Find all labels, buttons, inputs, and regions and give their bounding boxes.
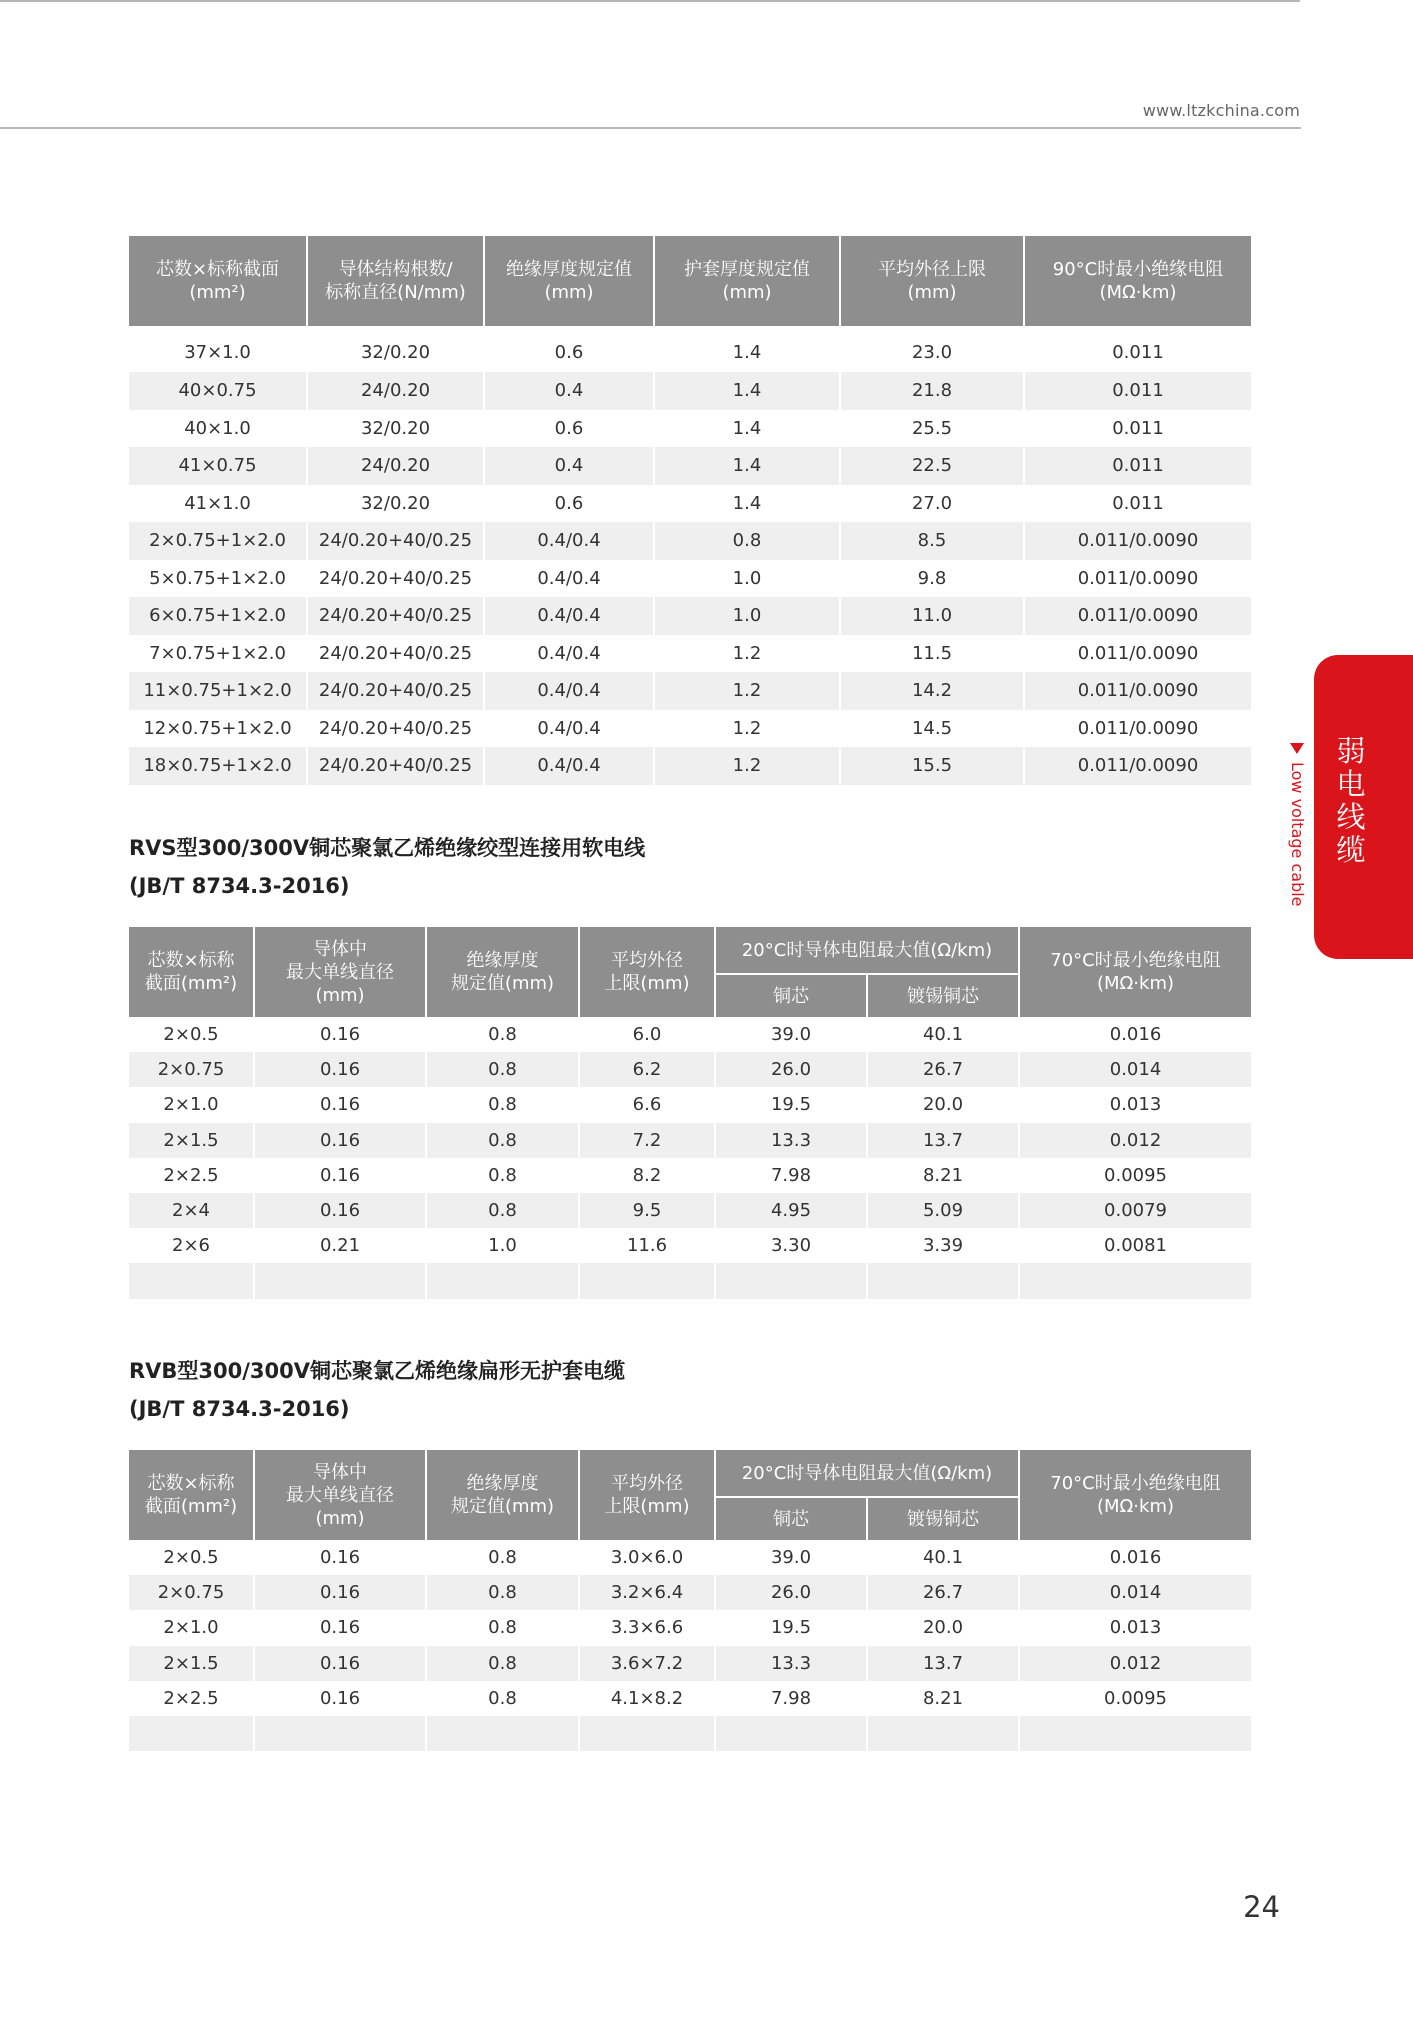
table-cell: 0.4/0.4 xyxy=(484,635,654,673)
page-number: 24 xyxy=(1243,1890,1280,1924)
table-cell: 2×1.0 xyxy=(129,1087,254,1122)
table-cell: 0.21 xyxy=(254,1228,426,1263)
table-cell: 0.011/0.0090 xyxy=(1024,747,1251,785)
table-cell: 23.0 xyxy=(840,326,1024,372)
table-cell: 0.16 xyxy=(254,1052,426,1087)
table-cell: 0.8 xyxy=(426,1540,579,1575)
table-cell: 24/0.20 xyxy=(307,372,484,410)
table-cell: 24/0.20+40/0.25 xyxy=(307,522,484,560)
table-cell: 0.4/0.4 xyxy=(484,747,654,785)
table-cell: 2×4 xyxy=(129,1193,254,1228)
table-cell: 26.7 xyxy=(867,1052,1019,1087)
section-title-rvb: RVB型300/300V铜芯聚氯乙烯绝缘扁形无护套电缆 (JB/T 8734.3-2016) xyxy=(129,1359,626,1421)
table-header-row xyxy=(129,927,1251,974)
table-cell: 6.2 xyxy=(579,1052,715,1087)
header-cell: 导体中 最大单线直径 (mm) xyxy=(254,927,426,1017)
header-subcell: 铜芯 xyxy=(715,1497,867,1540)
table-row xyxy=(129,1263,1251,1298)
table-cell xyxy=(254,1263,426,1298)
table-cell: 0.0095 xyxy=(1019,1158,1251,1193)
table-cell: 24/0.20 xyxy=(307,447,484,485)
table-cell: 3.0×6.0 xyxy=(579,1540,715,1575)
table-cell: 2×0.5 xyxy=(129,1017,254,1052)
table-cell: 2×0.5 xyxy=(129,1540,254,1575)
table-cell: 0.8 xyxy=(426,1158,579,1193)
table-cell: 3.2×6.4 xyxy=(579,1575,715,1610)
table-cell: 7.2 xyxy=(579,1123,715,1158)
table-rvb-body xyxy=(129,1540,1251,1751)
table-cell: 27.0 xyxy=(840,485,1024,523)
header-cell: 导体中 最大单线直径 (mm) xyxy=(254,1450,426,1540)
table-row xyxy=(129,410,1251,448)
table-cell: 0.011 xyxy=(1024,372,1251,410)
table-cell: 7.98 xyxy=(715,1681,867,1716)
header-cell: 平均外径 上限(mm) xyxy=(579,1450,715,1540)
table-row xyxy=(129,1716,1251,1751)
table-rvs-body xyxy=(129,1017,1251,1299)
table-cell: 1.4 xyxy=(654,326,840,372)
table-cell: 41×0.75 xyxy=(129,447,307,485)
table-cell: 0.4 xyxy=(484,372,654,410)
table-cell xyxy=(426,1716,579,1751)
site-url[interactable]: www.ltzkchina.com xyxy=(1142,101,1300,120)
table-row xyxy=(129,485,1251,523)
table-cell: 0.8 xyxy=(426,1193,579,1228)
table-row xyxy=(129,372,1251,410)
table-cell: 0.16 xyxy=(254,1193,426,1228)
table-cell: 0.016 xyxy=(1019,1017,1251,1052)
header-cell: 芯数×标称 截面(mm²) xyxy=(129,927,254,1017)
table-cell: 3.3×6.6 xyxy=(579,1610,715,1645)
table-cell: 0.16 xyxy=(254,1575,426,1610)
table-cell: 0.014 xyxy=(1019,1575,1251,1610)
header-subcell: 镀锡铜芯 xyxy=(867,974,1019,1017)
table-cell: 0.8 xyxy=(426,1646,579,1681)
table-row xyxy=(129,1123,1251,1158)
table-cell: 24/0.20+40/0.25 xyxy=(307,597,484,635)
table-row xyxy=(129,1087,1251,1122)
table-cell: 0.0095 xyxy=(1019,1681,1251,1716)
table-cell: 7×0.75+1×2.0 xyxy=(129,635,307,673)
table-cell: 11.5 xyxy=(840,635,1024,673)
table-cell: 0.012 xyxy=(1019,1123,1251,1158)
table-cell: 1.2 xyxy=(654,672,840,710)
header-cell: 70°C时最小绝缘电阻 (MΩ·km) xyxy=(1019,1450,1251,1540)
table-cell: 18×0.75+1×2.0 xyxy=(129,747,307,785)
table-cell: 0.16 xyxy=(254,1087,426,1122)
table-cell: 40.1 xyxy=(867,1540,1019,1575)
table-row xyxy=(129,1017,1251,1052)
table-cell: 1.0 xyxy=(426,1228,579,1263)
table-cell: 2×2.5 xyxy=(129,1681,254,1716)
table-cell: 0.016 xyxy=(1019,1540,1251,1575)
table-row xyxy=(129,597,1251,635)
table-cell: 0.16 xyxy=(254,1123,426,1158)
table-cell: 2×0.75+1×2.0 xyxy=(129,522,307,560)
table-cell: 1.4 xyxy=(654,410,840,448)
table-cell: 1.0 xyxy=(654,597,840,635)
table-cell: 2×6 xyxy=(129,1228,254,1263)
table-cell xyxy=(129,1716,254,1751)
table-cell: 2×1.5 xyxy=(129,1646,254,1681)
table-cell: 13.7 xyxy=(867,1123,1019,1158)
header-subcell: 铜芯 xyxy=(715,974,867,1017)
table-cell: 0.4 xyxy=(484,447,654,485)
table-cell: 37×1.0 xyxy=(129,326,307,372)
header-cell: 绝缘厚度 规定值(mm) xyxy=(426,927,579,1017)
table-cell: 0.8 xyxy=(426,1017,579,1052)
table-cell: 0.8 xyxy=(426,1575,579,1610)
table-cell: 13.7 xyxy=(867,1646,1019,1681)
table-cell xyxy=(1019,1263,1251,1298)
side-tab-sublabel: Low voltage cable xyxy=(1288,762,1307,907)
table-cell: 0.16 xyxy=(254,1681,426,1716)
table-cell: 40×1.0 xyxy=(129,410,307,448)
table-cell: 1.4 xyxy=(654,485,840,523)
spec-table-1 xyxy=(129,236,1251,785)
table-cell: 0.012 xyxy=(1019,1646,1251,1681)
table-cell: 0.011 xyxy=(1024,485,1251,523)
table-cell: 13.3 xyxy=(715,1646,867,1681)
table-header-row xyxy=(129,1450,1251,1497)
header-cell: 芯数×标称 截面(mm²) xyxy=(129,1450,254,1540)
table-cell xyxy=(129,1263,254,1298)
table-row xyxy=(129,1646,1251,1681)
table-cell: 0.4/0.4 xyxy=(484,710,654,748)
table-cell: 1.0 xyxy=(654,560,840,598)
table-cell xyxy=(867,1716,1019,1751)
table-cell: 8.21 xyxy=(867,1158,1019,1193)
table-cell: 0.011/0.0090 xyxy=(1024,635,1251,673)
table-cell: 14.5 xyxy=(840,710,1024,748)
table-cell: 9.8 xyxy=(840,560,1024,598)
table-cell: 8.5 xyxy=(840,522,1024,560)
table-row xyxy=(129,1193,1251,1228)
table-cell: 0.011 xyxy=(1024,326,1251,372)
table-cell: 0.6 xyxy=(484,410,654,448)
table-cell: 21.8 xyxy=(840,372,1024,410)
table-cell: 5×0.75+1×2.0 xyxy=(129,560,307,598)
table-cell: 0.16 xyxy=(254,1017,426,1052)
table-cell: 32/0.20 xyxy=(307,410,484,448)
table-row xyxy=(129,447,1251,485)
table-cell: 40×0.75 xyxy=(129,372,307,410)
table-cell: 0.0081 xyxy=(1019,1228,1251,1263)
table-cell: 25.5 xyxy=(840,410,1024,448)
table-cell: 0.011/0.0090 xyxy=(1024,522,1251,560)
table-cell: 4.95 xyxy=(715,1193,867,1228)
table-cell: 39.0 xyxy=(715,1017,867,1052)
table-row xyxy=(129,1540,1251,1575)
header-cell: 平均外径上限 (mm) xyxy=(840,236,1024,326)
table-cell: 26.0 xyxy=(715,1052,867,1087)
table-cell: 0.014 xyxy=(1019,1052,1251,1087)
table-cell: 0.013 xyxy=(1019,1610,1251,1645)
table-row xyxy=(129,1158,1251,1193)
table-cell: 3.39 xyxy=(867,1228,1019,1263)
table-cell: 20.0 xyxy=(867,1087,1019,1122)
table-cell: 39.0 xyxy=(715,1540,867,1575)
table-cell: 2×2.5 xyxy=(129,1158,254,1193)
table-cell: 14.2 xyxy=(840,672,1024,710)
table-cell: 1.2 xyxy=(654,747,840,785)
header-cell: 平均外径 上限(mm) xyxy=(579,927,715,1017)
table-cell xyxy=(867,1263,1019,1298)
table-cell: 11×0.75+1×2.0 xyxy=(129,672,307,710)
table-cell: 19.5 xyxy=(715,1610,867,1645)
table-cell: 24/0.20+40/0.25 xyxy=(307,710,484,748)
table-cell: 0.8 xyxy=(426,1681,579,1716)
table-cell: 0.011/0.0090 xyxy=(1024,560,1251,598)
table-cell: 0.8 xyxy=(426,1610,579,1645)
table-cell: 0.4/0.4 xyxy=(484,522,654,560)
table-cell: 0.4/0.4 xyxy=(484,560,654,598)
table-row xyxy=(129,522,1251,560)
table-cell: 0.4/0.4 xyxy=(484,672,654,710)
table-cell: 6×0.75+1×2.0 xyxy=(129,597,307,635)
table-cell: 0.013 xyxy=(1019,1087,1251,1122)
header-cell: 绝缘厚度 规定值(mm) xyxy=(426,1450,579,1540)
table-cell: 40.1 xyxy=(867,1017,1019,1052)
table-cell: 32/0.20 xyxy=(307,326,484,372)
table-row xyxy=(129,1575,1251,1610)
table-cell: 0.16 xyxy=(254,1646,426,1681)
table-cell: 0.6 xyxy=(484,485,654,523)
header-rule xyxy=(0,127,1301,129)
table-cell: 12×0.75+1×2.0 xyxy=(129,710,307,748)
table-cell: 20.0 xyxy=(867,1610,1019,1645)
table-cell: 0.4/0.4 xyxy=(484,597,654,635)
header-subcell: 镀锡铜芯 xyxy=(867,1497,1019,1540)
table-row xyxy=(129,747,1251,785)
table-header-row xyxy=(129,236,1251,326)
table-cell: 8.21 xyxy=(867,1681,1019,1716)
triangle-down-icon xyxy=(1290,743,1304,754)
table-cell: 0.16 xyxy=(254,1540,426,1575)
table-cell: 0.011 xyxy=(1024,447,1251,485)
table-row xyxy=(129,1228,1251,1263)
header-cell: 芯数×标称截面 (mm²) xyxy=(129,236,307,326)
table-cell: 24/0.20+40/0.25 xyxy=(307,672,484,710)
table-cell: 0.8 xyxy=(426,1087,579,1122)
table-cell: 0.16 xyxy=(254,1610,426,1645)
table-row xyxy=(129,672,1251,710)
table-cell: 26.7 xyxy=(867,1575,1019,1610)
table-cell: 4.1×8.2 xyxy=(579,1681,715,1716)
table-cell: 1.2 xyxy=(654,635,840,673)
spec-table-rvs xyxy=(129,927,1251,1299)
table-cell xyxy=(715,1716,867,1751)
spec-table-rvb xyxy=(129,1450,1251,1751)
header-cell: 90°C时最小绝缘电阻 (MΩ·km) xyxy=(1024,236,1251,326)
side-tab-label: 弱 电 线 缆 xyxy=(1336,734,1366,867)
table-cell: 2×1.0 xyxy=(129,1610,254,1645)
table-cell: 7.98 xyxy=(715,1158,867,1193)
table-cell xyxy=(426,1263,579,1298)
table-cell: 11.0 xyxy=(840,597,1024,635)
table-row xyxy=(129,560,1251,598)
header-cell: 70°C时最小绝缘电阻 (MΩ·km) xyxy=(1019,927,1251,1017)
table-cell: 8.2 xyxy=(579,1158,715,1193)
table-cell: 2×1.5 xyxy=(129,1123,254,1158)
table-row xyxy=(129,326,1251,372)
table-cell: 6.6 xyxy=(579,1087,715,1122)
table-cell: 0.8 xyxy=(426,1052,579,1087)
header-cell: 绝缘厚度规定值 (mm) xyxy=(484,236,654,326)
table-cell: 24/0.20+40/0.25 xyxy=(307,635,484,673)
table-row xyxy=(129,1681,1251,1716)
table-cell: 6.0 xyxy=(579,1017,715,1052)
table-cell: 0.0079 xyxy=(1019,1193,1251,1228)
table-cell: 32/0.20 xyxy=(307,485,484,523)
table-cell: 3.30 xyxy=(715,1228,867,1263)
header-group-cell: 20°C时导体电阻最大值(Ω/km) xyxy=(715,927,1019,974)
table-row xyxy=(129,1610,1251,1645)
table-cell: 24/0.20+40/0.25 xyxy=(307,560,484,598)
table-cell: 1.2 xyxy=(654,710,840,748)
table-cell: 11.6 xyxy=(579,1228,715,1263)
table-cell: 41×1.0 xyxy=(129,485,307,523)
top-rule xyxy=(0,0,1300,2)
table-cell: 19.5 xyxy=(715,1087,867,1122)
table-cell: 3.6×7.2 xyxy=(579,1646,715,1681)
table-cell: 1.4 xyxy=(654,372,840,410)
header-cell: 护套厚度规定值 (mm) xyxy=(654,236,840,326)
table-cell xyxy=(579,1716,715,1751)
table-cell: 5.09 xyxy=(867,1193,1019,1228)
section-title-rvs: RVS型300/300V铜芯聚氯乙烯绝缘绞型连接用软电线 (JB/T 8734.3-2016) xyxy=(129,836,646,898)
table-cell: 0.8 xyxy=(426,1123,579,1158)
header-group-cell: 20°C时导体电阻最大值(Ω/km) xyxy=(715,1450,1019,1497)
table-cell: 0.011 xyxy=(1024,410,1251,448)
table-cell: 24/0.20+40/0.25 xyxy=(307,747,484,785)
table-cell xyxy=(1019,1716,1251,1751)
table-cell: 13.3 xyxy=(715,1123,867,1158)
table-cell: 15.5 xyxy=(840,747,1024,785)
table-cell xyxy=(254,1716,426,1751)
table-cell xyxy=(715,1263,867,1298)
header-cell: 导体结构根数/ 标称直径(N/mm) xyxy=(307,236,484,326)
table-cell: 1.4 xyxy=(654,447,840,485)
table-cell: 0.16 xyxy=(254,1158,426,1193)
table-cell: 0.6 xyxy=(484,326,654,372)
table-row xyxy=(129,1052,1251,1087)
table-cell: 9.5 xyxy=(579,1193,715,1228)
table-cell: 0.011/0.0090 xyxy=(1024,710,1251,748)
table-cell: 0.8 xyxy=(654,522,840,560)
table-cell: 22.5 xyxy=(840,447,1024,485)
table-cell: 2×0.75 xyxy=(129,1575,254,1610)
table-cell: 26.0 xyxy=(715,1575,867,1610)
table-1-body xyxy=(129,326,1251,785)
table-row xyxy=(129,710,1251,748)
table-cell: 0.011/0.0090 xyxy=(1024,672,1251,710)
table-cell: 2×0.75 xyxy=(129,1052,254,1087)
table-row xyxy=(129,635,1251,673)
table-cell xyxy=(579,1263,715,1298)
table-cell: 0.011/0.0090 xyxy=(1024,597,1251,635)
